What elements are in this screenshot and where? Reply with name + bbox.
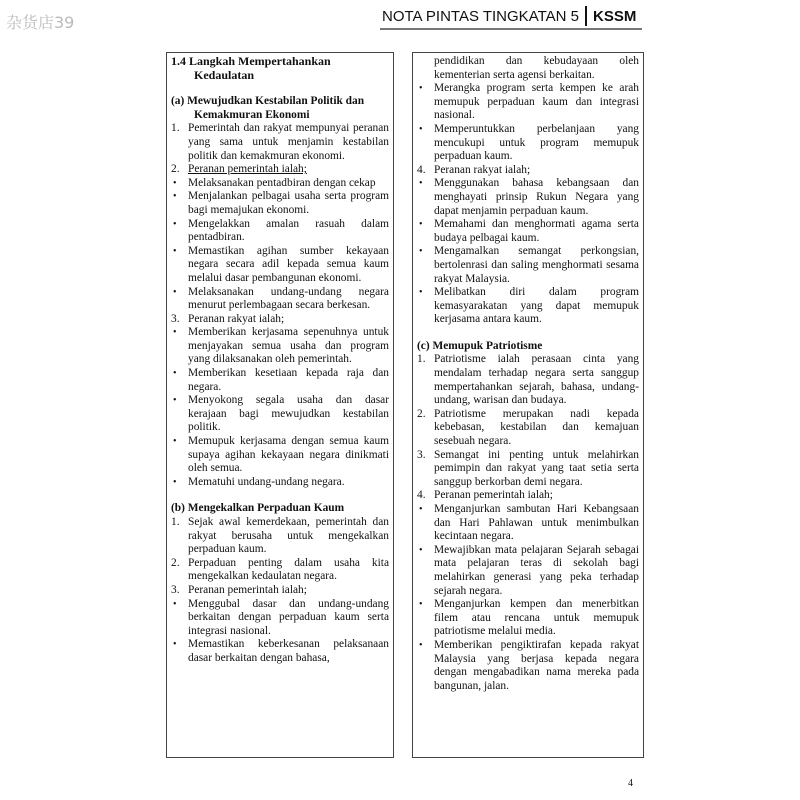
list-item: [171, 286, 389, 313]
number-marker: 2.: [171, 163, 180, 176]
list-item: [417, 353, 639, 407]
list-item-text: Sejak awal kemerdekaan, pemerintah dan rakyat berusaha untuk mengekalkan perpaduan kaum.: [188, 516, 389, 556]
number-marker: 4.: [417, 163, 426, 176]
list-item-text: Memastikan agihan sumber kekayaan negara secara adil kepada semua kaum melalui dasar pembangunan ekonomi.: [188, 244, 389, 284]
list-item-text: Memahami dan menghormati agama serta budaya pelbagai kaum.: [434, 218, 639, 244]
list-item-text: Mengamalkan semangat perkongsian, bertolenrasi dan saling menghormati sesama rakyat Malaysia.: [434, 245, 639, 285]
list-item-text: pendidikan dan kebudayaan oleh kementerian serta agensi berkaitan.: [434, 55, 639, 81]
bullet-marker: •: [419, 123, 423, 135]
list-item-text: Menganjurkan sambutan Hari Kebangsaan dan Hari Pahlawan untuk menimbulkan kecintaan negara.: [434, 503, 639, 543]
bullet-marker: •: [419, 639, 423, 651]
list-item: [171, 476, 389, 490]
list-item-text: Peranan pemerintah ialah;: [188, 163, 307, 176]
header-title: NOTA PINTAS TINGKATAN 5: [382, 7, 579, 25]
list-item-text: Mengelakkan amalan rasuah dalam pentadbiran.: [188, 217, 389, 244]
bullet-marker: •: [173, 191, 177, 203]
list-item-text: Peranan rakyat ialah;: [188, 312, 285, 325]
list-item: [171, 190, 389, 217]
list-item: [417, 408, 639, 449]
list-item: [171, 122, 389, 163]
bullet-marker: •: [173, 245, 177, 257]
list-item-text: Memastikan keberkesanan pelaksanaan dasar berkaitan dengan bahasa,: [188, 638, 389, 664]
list-item: [171, 177, 389, 191]
subsection-a-title: [171, 95, 389, 122]
list-item-text: Melibatkan diri dalam program kemasyarakatan yang dapat memupuk kerjasama antara kaum.: [434, 286, 639, 326]
list-item-text: Peranan pemerintah ialah;: [434, 489, 553, 502]
left-column: [166, 52, 394, 758]
page-header: [382, 6, 636, 26]
header-rule: [380, 28, 642, 30]
page-number: 4: [628, 778, 633, 789]
list-item-text: Pemerintah dan rakyat mempunyai peranan yang sama untuk menjamin kestabilan politik dan kemakmuran ekonomi.: [188, 122, 389, 162]
number-marker: 3.: [171, 583, 180, 596]
list-item: [417, 598, 639, 639]
number-marker: 3.: [171, 312, 180, 325]
list-item-text: Patriotisme merupakan nadi kepada kebebasan, kestabilan dan kemajuan sesebuah negara.: [434, 407, 639, 448]
bullet-marker: •: [173, 436, 177, 448]
list-item: [417, 489, 639, 503]
bullet-marker: •: [419, 287, 423, 299]
list-item-text: Peranan rakyat ialah;: [434, 163, 531, 176]
list-item: [417, 449, 639, 490]
list-item-text: Merangka program serta kempen ke arah memupuk perpaduan kaum dan integrasi nasional.: [434, 82, 639, 122]
list-item: [171, 435, 389, 476]
bullet-marker: •: [173, 177, 177, 189]
bullet-marker: •: [419, 599, 423, 611]
list-item-text: Memberikan pengiktirafan kepada rakyat Malaysia yang berjasa kepada negara dengan mengabadikan nama mereka pada bangunan, jalan.: [434, 638, 639, 692]
bullet-marker: •: [173, 395, 177, 407]
number-marker: 3.: [417, 448, 426, 461]
subsection-b-title: (b) Mengekalkan Perpaduan Kaum: [171, 502, 345, 515]
list-item-text: Mewajibkan mata pelajaran Sejarah sebagai mata pelajaran teras di sekolah bagi melahirkan generasi yang peka terhadap sejarah negara.: [434, 543, 639, 597]
bullet-marker: •: [419, 544, 423, 556]
bullet-marker: •: [419, 178, 423, 190]
bullet-marker: •: [173, 368, 177, 380]
list-item-text: Mematuhi undang-undang negara.: [188, 475, 345, 488]
section-title: [171, 55, 389, 82]
list-item-text: Memberikan kerjasama sepenuhnya untuk menjayakan semua usaha dan program yang dilaksanakan oleh pemerintah.: [188, 326, 389, 366]
list-item: [171, 394, 389, 435]
list-item: [417, 245, 639, 286]
section-title-line-2: Kedaulatan: [194, 67, 255, 82]
list-item: [417, 639, 639, 693]
list-item: [417, 123, 639, 164]
list-item-text: Semangat ini penting untuk melahirkan pemimpin dan rakyat yang taat setia serta sanggup berkorban demi negara.: [434, 448, 639, 488]
header-badge: KSSM: [592, 7, 637, 25]
header-separator: [585, 6, 587, 26]
right-column: [412, 52, 644, 758]
list-item: [417, 177, 639, 218]
list-item-text: Melaksanakan pentadbiran dengan cekap: [188, 176, 376, 189]
list-item-text: Melaksanakan undang-undang negara menurut perlembagaan secara berkesan.: [188, 285, 389, 312]
subsection-a-line-1: (a) Mewujudkan Kestabilan Politik dan: [171, 95, 365, 108]
list-item: [171, 163, 389, 177]
list-item: [417, 55, 639, 82]
number-marker: 1.: [171, 516, 180, 528]
bullet-marker: •: [173, 327, 177, 339]
number-marker: 4.: [417, 489, 426, 502]
list-item: [171, 584, 389, 598]
list-item-text: Memperuntukkan perbelanjaan yang mencukupi untuk program memupuk perpaduan kaum.: [434, 122, 639, 163]
list-item-text: Patriotisme ialah perasaan cinta yang mendalam terhadap negara serta sanggup mempertahankan sejarah, bahasa, undang-undang, warisan dan budaya.: [434, 353, 639, 407]
subsection-b-continued-list: [417, 55, 639, 327]
list-item: [171, 557, 389, 584]
subsection-b-list: [171, 516, 389, 666]
subsection-c-list: [417, 353, 639, 693]
number-marker: 2.: [171, 556, 180, 569]
bullet-marker: •: [173, 598, 177, 610]
watermark-text: 杂货店39: [6, 13, 75, 32]
bullet-marker: •: [419, 219, 423, 231]
bullet-marker: •: [173, 476, 177, 488]
list-item-text: Menggunakan bahasa kebangsaan dan menghayati prinsip Rukun Negara yang dapat menjamin perpaduan kaum.: [434, 177, 639, 217]
list-item-text: Menjalankan pelbagai usaha serta program bagi memajukan ekonomi.: [188, 190, 389, 216]
section-title-line-1: 1.4 Langkah Mempertahankan: [171, 54, 331, 68]
list-item: [171, 367, 389, 394]
subsection-a-list: [171, 122, 389, 489]
subsection-a-line-2: Kemakmuran Ekonomi: [194, 108, 310, 121]
list-item: [171, 218, 389, 245]
list-item: [417, 218, 639, 245]
list-item-text: Perpaduan penting dalam usaha kita mengekalkan kedaulatan negara.: [188, 556, 389, 583]
number-marker: 1.: [417, 353, 426, 366]
list-item: [171, 516, 389, 557]
bullet-marker: •: [173, 286, 177, 298]
list-item: [171, 598, 389, 639]
list-item-text: Peranan pemerintah ialah;: [188, 583, 307, 596]
subsection-c-title: (c) Memupuk Patriotisme: [417, 339, 543, 352]
list-item: [417, 544, 639, 598]
list-item-text: Memberikan kesetiaan kepada raja dan negara.: [188, 367, 389, 393]
list-item: [171, 326, 389, 367]
bullet-marker: •: [173, 639, 177, 651]
list-item-text: Menyokong segala usaha dan dasar kerajaan bagi mewujudkan kestabilan politik.: [188, 394, 389, 434]
bullet-marker: •: [419, 246, 423, 258]
list-item: [417, 286, 639, 327]
list-item: [171, 245, 389, 286]
number-marker: 1.: [171, 122, 180, 135]
list-item: [417, 164, 639, 178]
bullet-marker: •: [173, 218, 177, 230]
bullet-marker: •: [419, 83, 423, 95]
number-marker: 2.: [417, 407, 426, 420]
list-item: [417, 503, 639, 544]
list-item: [171, 313, 389, 327]
list-item: [417, 82, 639, 123]
list-item-text: Menganjurkan kempen dan menerbitkan filem atau rencana untuk memupuk patriotisme melalui media.: [434, 598, 639, 638]
list-item-text: Menggubal dasar dan undang-undang berkaitan dengan perpaduan kaum serta integrasi nasional.: [188, 597, 389, 637]
list-item-text: Memupuk kerjasama dengan semua kaum supaya agihan kekayaan negara dinikmati oleh semua.: [188, 435, 389, 475]
bullet-marker: •: [419, 504, 423, 515]
list-item: [171, 638, 389, 665]
